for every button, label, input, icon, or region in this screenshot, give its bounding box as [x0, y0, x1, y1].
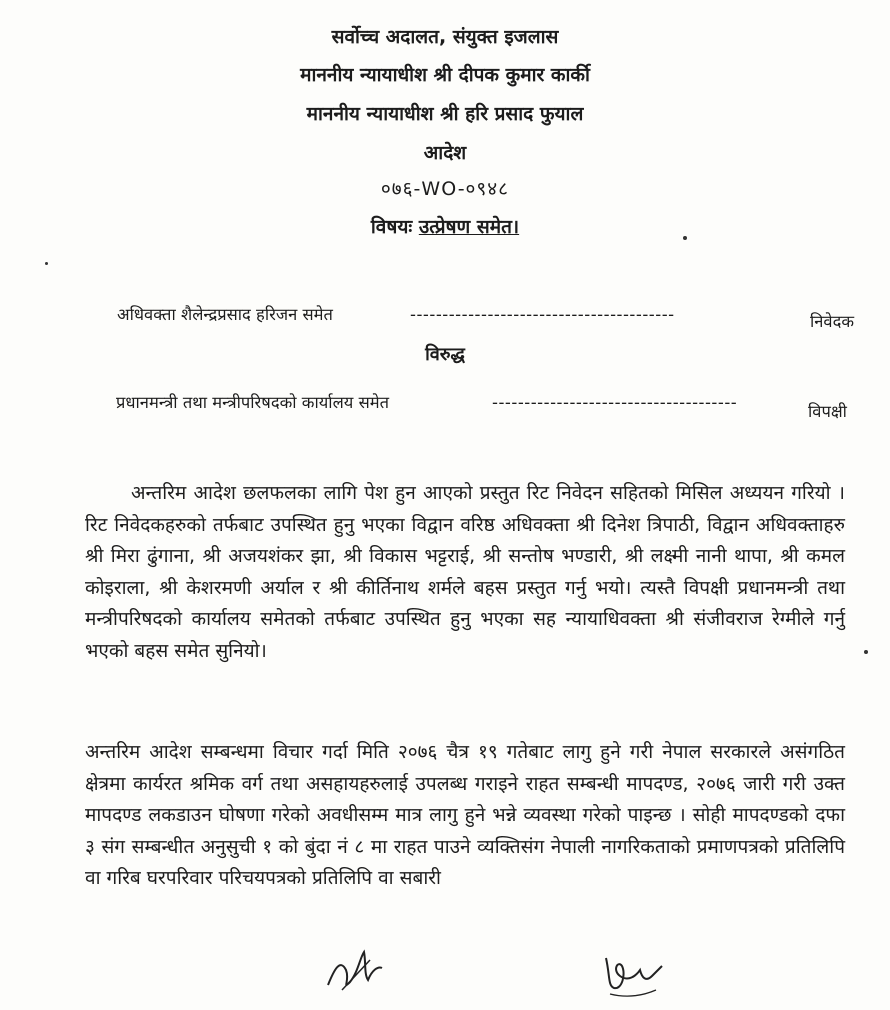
versus-heading: विरुद्ध — [425, 344, 465, 365]
subject-label: विषयः — [370, 216, 413, 238]
justice-1-line: माननीय न्यायाधीश श्री दीपक कुमार कार्की — [300, 64, 590, 86]
document-type-heading: आदेश — [423, 142, 467, 164]
scan-speck — [683, 236, 687, 240]
subject-value: उत्प्रेषण समेत। — [418, 216, 520, 238]
justice-2-line: माननीय न्यायाधीश श्री हरि प्रसाद फुयाल — [306, 103, 584, 125]
petitioner-role: निवेदक — [810, 312, 855, 331]
order-paragraph-2: अन्तरिम आदेश सम्बन्धमा विचार गर्दा मिति २०७६ चैत्र १९ गतेबाट लागु हुने गरी नेपाल सरकारले असंगठित क्षेत्रमा कार्यरत श्रमिक वर्ग तथा असहायहरुलाई उपलब्ध गराइने राहत सम्बन्धी मापदण्ड, २०७६ जारी गरी उक्त मापदण्ड लकडाउन घोषणा गरेको अवधीसम्म मात्र लागु हुने भन्ने व्यवस्था गरेको पाइन्छ । सोही मापदण्डको दफा ३ संग सम्बन्धीत अनुसुची १ को बुंदा नं ८ मा राहत पाउने व्यक्तिसंग नेपाली नागरिकताको प्रमाणपत्रको प्रतिलिपि वा गरिब घरपरिवार परिचयपत्रको प्रतिलिपि वा सबारी — [85, 741, 845, 889]
respondent-name: प्रधानमन्त्री तथा मन्त्रीपरिषदको कार्यालय समेत — [116, 393, 390, 412]
scan-speck — [45, 262, 48, 265]
court-name-heading: सर्वोच्च अदालत, संयुक्त इजलास — [331, 26, 559, 48]
signature-1-icon — [320, 940, 390, 1000]
signature-2-icon — [596, 946, 666, 1002]
respondent-role: विपक्षी — [808, 402, 847, 421]
petitioner-dashes: ----------------------------------------- — [410, 305, 675, 324]
petitioner-name: अधिवक्ता शैलेन्द्रप्रसाद हरिजन समेत — [117, 305, 333, 324]
respondent-dashes: -------------------------------------- — [492, 393, 738, 412]
subject-line — [0, 216, 890, 238]
order-paragraph-1: अन्तरिम आदेश छलफलका लागि पेश हुन आएको प्रस्तुत रिट निवेदन सहितको मिसिल अध्ययन गरियो । रिट निवेदकहरुको तर्फबाट उपस्थित हुनु भएका विद्वान वरिष्ठ अधिवक्ता श्री दिनेश त्रिपाठी, विद्वान अधिवक्ताहरु श्री मिरा ढुंगाना, श्री अजयशंकर झा, श्री विकास भट्टराई, श्री सन्तोष भण्डारी, श्री लक्ष्मी नानी थापा, श्री कमल कोइराला, श्री केशरमणी अर्याल र श्री कीर्तिनाथ शर्मले बहस प्रस्तुत गर्नु भयो। त्यस्तै विपक्षी प्रधानमन्त्री तथा मन्त्रीपरिषदको कार्यालय समेतको तर्फबाट उपस्थित हुनु भएका सह न्यायाधिवक्ता श्री संजीवराज रेग्मीले गर्नु भएको बहस समेत सुनियो। — [85, 482, 845, 662]
case-number: ०७६-WO-०९४८ — [380, 178, 510, 200]
scan-speck — [864, 650, 868, 654]
